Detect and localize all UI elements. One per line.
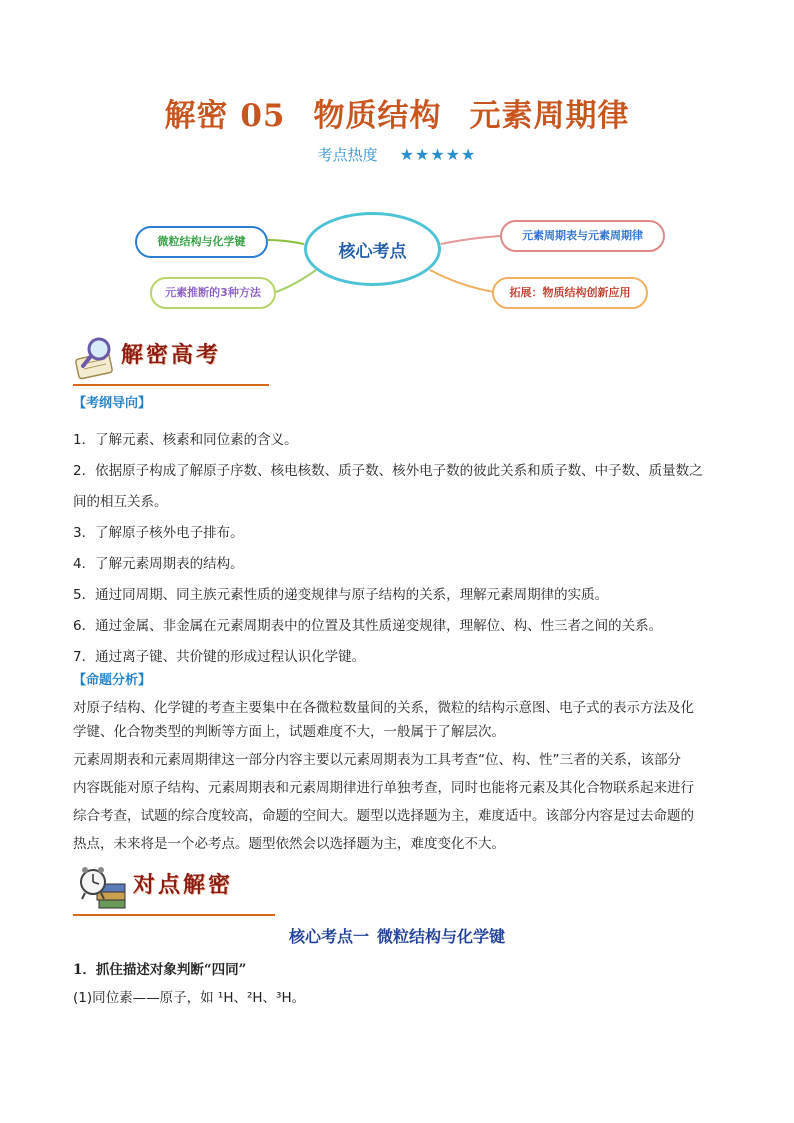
analysis-line: 综合考查，试题的综合度较高，命题的空间大。题型以选择题为主，难度适中。该部分内容是过去命题的 xyxy=(73,808,694,824)
core-point-number: 核心考点一 xyxy=(288,927,369,946)
connector-bottom-left xyxy=(276,270,316,292)
point-heading: 1．抓住描述对象判断“四同” xyxy=(73,962,247,978)
core-point-topic: 微粒结构与化学键 xyxy=(377,927,506,946)
syllabus-item: 间的相互关系。 xyxy=(73,494,168,510)
mindmap-node-extension: 拓展：物质结构创新应用 xyxy=(492,277,648,309)
mindmap-center: 核心考点 xyxy=(304,212,441,286)
point-line: (1)同位素——原子，如 ¹H、²H、³H。 xyxy=(73,990,306,1006)
analysis-line: 内容既能对原子结构、元素周期表和元素周期律进行单独考查，同时也能将元素及其化合物联系起来进行 xyxy=(73,780,694,796)
clock-books-icon xyxy=(77,862,127,914)
connector-top-right xyxy=(441,236,500,244)
banner-exam-underline xyxy=(73,384,269,386)
analysis-label: 【命题分析】 xyxy=(73,673,152,688)
syllabus-item: 4．了解元素周期表的结构。 xyxy=(73,556,244,572)
magnifier-book-icon xyxy=(73,334,119,382)
analysis-line: 对原子结构、化学键的考查主要集中在各微粒数量间的关系，微粒的结构示意图、电子式的表示方法及化 xyxy=(73,700,694,716)
analysis-line: 学键、化合物类型的判断等方面上，试题难度不大，一般属于了解层次。 xyxy=(73,724,505,740)
syllabus-item: 5．通过同周期、同主族元素性质的递变规律与原子结构的关系，理解元素周期律的实质。 xyxy=(73,587,609,603)
core-point-heading xyxy=(0,924,794,947)
title-part-2: 物质结构 xyxy=(313,98,442,134)
section-banner-exam xyxy=(73,332,269,386)
title-part-3: 元素周期律 xyxy=(469,98,630,134)
syllabus-item: 1．了解元素、核素和同位素的含义。 xyxy=(73,432,298,448)
syllabus-item: 6．通过金属、非金属在元素周期表中的位置及其性质递变规律，理解位、构、性三者之间的关系。 xyxy=(73,618,663,634)
heat-label: 考点热度 xyxy=(317,146,378,164)
mindmap-node-structure: 微粒结构与化学键 xyxy=(135,226,268,258)
syllabus-item: 2．依据原子构成了解原子序数、核电核数、质子数、核外电子数的彼此关系和质子数、中子数、质量数之 xyxy=(73,463,703,479)
title-part-1: 解密 05 xyxy=(164,98,286,134)
star-rating-icon: ★★★★★ xyxy=(399,145,477,164)
syllabus-label: 【考纲导向】 xyxy=(73,396,152,411)
mindmap-node-periodic-table: 元素周期表与元素周期律 xyxy=(500,220,665,252)
connector-top-left xyxy=(268,240,304,244)
banner-exam-text: 解密高考 xyxy=(121,343,222,368)
syllabus-item: 7．通过离子键、共价键的形成过程认识化学键。 xyxy=(73,649,366,665)
banner-points-text: 对点解密 xyxy=(133,873,234,898)
section-banner-points xyxy=(73,862,275,916)
analysis-line: 元素周期表和元素周期律这一部分内容主要以元素周期表为工具考查“位、构、性”三者的关系，该部分 xyxy=(73,752,681,768)
syllabus-item: 3．了解原子核外电子排布。 xyxy=(73,525,244,541)
analysis-line: 热点，未来将是一个必考点。题型依然会以选择题为主，难度变化不大。 xyxy=(73,836,505,852)
mindmap-node-inference: 元素推断的3种方法 xyxy=(150,277,276,309)
connector-bottom-right xyxy=(430,270,494,292)
banner-points-underline xyxy=(73,914,275,916)
